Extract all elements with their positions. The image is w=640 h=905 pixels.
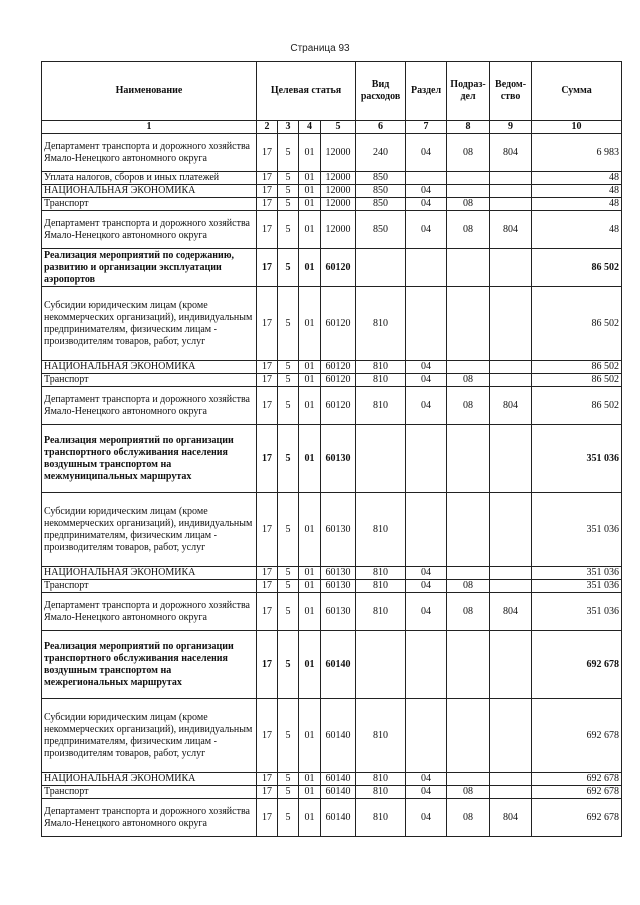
cell-c9: [490, 699, 532, 773]
cell-c6: 810: [356, 387, 406, 425]
cell-c5: 12000: [321, 172, 356, 185]
cell-c6: 850: [356, 172, 406, 185]
cell-c9: [490, 425, 532, 493]
table-row: [42, 593, 622, 631]
cell-c8: 08: [447, 387, 490, 425]
cell-c3: 5: [278, 493, 299, 567]
col-number: 4: [299, 121, 321, 134]
cell-c4: 01: [299, 799, 321, 837]
cell-c5: 12000: [321, 211, 356, 249]
cell-c9: [490, 249, 532, 287]
cell-c8: [447, 425, 490, 493]
header-vedomstvo: Ведом-ство: [490, 62, 532, 121]
row-name: Транспорт: [42, 580, 257, 593]
cell-c4: 01: [299, 699, 321, 773]
cell-c7: 04: [406, 593, 447, 631]
cell-c3: 5: [278, 211, 299, 249]
row-amount: 351 036: [532, 593, 622, 631]
cell-c5: 12000: [321, 185, 356, 198]
table-row: [42, 249, 622, 287]
cell-c2: 17: [257, 593, 278, 631]
table-row: [42, 185, 622, 198]
cell-c8: [447, 699, 490, 773]
col-number: 3: [278, 121, 299, 134]
cell-c8: [447, 172, 490, 185]
cell-c6: 810: [356, 773, 406, 786]
cell-c3: 5: [278, 593, 299, 631]
row-amount: 6 983: [532, 134, 622, 172]
cell-c3: 5: [278, 773, 299, 786]
table-row: [42, 374, 622, 387]
header-razdel: Раздел: [406, 62, 447, 121]
cell-c6: 810: [356, 580, 406, 593]
row-name: Субсидии юридическим лицам (кроме некоммерческих организаций), индивидуальным предпринимателям, физическим лицам - производителям товаров, работ, услуг: [42, 493, 257, 567]
cell-c9: [490, 287, 532, 361]
table-row: [42, 361, 622, 374]
row-amount: 692 678: [532, 786, 622, 799]
cell-c8: [447, 773, 490, 786]
cell-c2: 17: [257, 374, 278, 387]
cell-c7: [406, 699, 447, 773]
table-row: [42, 773, 622, 786]
col-number: 2: [257, 121, 278, 134]
col-number: 9: [490, 121, 532, 134]
cell-c6: 810: [356, 799, 406, 837]
cell-c6: 810: [356, 699, 406, 773]
cell-c7: 04: [406, 580, 447, 593]
row-name: Транспорт: [42, 786, 257, 799]
cell-c7: 04: [406, 374, 447, 387]
cell-c4: 01: [299, 387, 321, 425]
row-amount: 351 036: [532, 493, 622, 567]
row-amount: 692 678: [532, 631, 622, 699]
cell-c4: 01: [299, 773, 321, 786]
col-number: 6: [356, 121, 406, 134]
cell-c7: 04: [406, 361, 447, 374]
cell-c8: 08: [447, 134, 490, 172]
row-amount: 692 678: [532, 799, 622, 837]
row-amount: 86 502: [532, 387, 622, 425]
cell-c8: [447, 493, 490, 567]
cell-c9: [490, 631, 532, 699]
table-row: [42, 387, 622, 425]
cell-c9: 804: [490, 799, 532, 837]
cell-c6: 810: [356, 493, 406, 567]
cell-c9: [490, 493, 532, 567]
header-name: Наименование: [42, 62, 257, 121]
cell-c4: 01: [299, 425, 321, 493]
cell-c2: 17: [257, 567, 278, 580]
cell-c9: 804: [490, 387, 532, 425]
cell-c3: 5: [278, 580, 299, 593]
row-amount: 351 036: [532, 580, 622, 593]
cell-c7: 04: [406, 799, 447, 837]
cell-c6: 810: [356, 593, 406, 631]
row-name: Реализация мероприятий по организации транспортного обслуживания населения воздушным транспортом на межрегиональных маршрутах: [42, 631, 257, 699]
row-name: Транспорт: [42, 374, 257, 387]
cell-c8: 08: [447, 580, 490, 593]
cell-c8: [447, 185, 490, 198]
cell-c3: 5: [278, 185, 299, 198]
cell-c2: 17: [257, 211, 278, 249]
table-row: [42, 631, 622, 699]
cell-c2: 17: [257, 198, 278, 211]
cell-c9: 804: [490, 134, 532, 172]
cell-c6: 850: [356, 211, 406, 249]
cell-c8: [447, 631, 490, 699]
row-name: НАЦИОНАЛЬНАЯ ЭКОНОМИКА: [42, 567, 257, 580]
row-amount: 692 678: [532, 773, 622, 786]
cell-c6: 810: [356, 786, 406, 799]
col-number: 1: [42, 121, 257, 134]
row-name: Департамент транспорта и дорожного хозяйства Ямало-Ненецкого автономного округа: [42, 387, 257, 425]
cell-c9: [490, 773, 532, 786]
cell-c8: 08: [447, 786, 490, 799]
cell-c6: 850: [356, 198, 406, 211]
cell-c6: 850: [356, 185, 406, 198]
row-amount: 86 502: [532, 374, 622, 387]
cell-c5: 60130: [321, 425, 356, 493]
page-label: Страница 93: [290, 43, 350, 54]
table-row: [42, 287, 622, 361]
cell-c2: 17: [257, 699, 278, 773]
cell-c9: [490, 374, 532, 387]
cell-c5: 60120: [321, 387, 356, 425]
cell-c8: 08: [447, 593, 490, 631]
cell-c2: 17: [257, 134, 278, 172]
cell-c8: 08: [447, 374, 490, 387]
cell-c5: 60120: [321, 361, 356, 374]
cell-c4: 01: [299, 134, 321, 172]
row-name: Уплата налогов, сборов и иных платежей: [42, 172, 257, 185]
table-row: [42, 799, 622, 837]
row-amount: 692 678: [532, 699, 622, 773]
row-name: НАЦИОНАЛЬНАЯ ЭКОНОМИКА: [42, 773, 257, 786]
cell-c2: 17: [257, 287, 278, 361]
cell-c7: [406, 287, 447, 361]
table-row: [42, 493, 622, 567]
cell-c4: 01: [299, 593, 321, 631]
row-name: Департамент транспорта и дорожного хозяйства Ямало-Ненецкого автономного округа: [42, 799, 257, 837]
cell-c4: 01: [299, 211, 321, 249]
cell-c3: 5: [278, 425, 299, 493]
cell-c2: 17: [257, 786, 278, 799]
cell-c4: 01: [299, 249, 321, 287]
table-row: [42, 198, 622, 211]
cell-c9: [490, 361, 532, 374]
table-row: [42, 567, 622, 580]
cell-c8: [447, 361, 490, 374]
cell-c3: 5: [278, 631, 299, 699]
cell-c5: 60130: [321, 567, 356, 580]
table-row: [42, 134, 622, 172]
cell-c4: 01: [299, 185, 321, 198]
cell-c4: 01: [299, 567, 321, 580]
cell-c3: 5: [278, 374, 299, 387]
cell-c7: [406, 493, 447, 567]
cell-c7: 04: [406, 786, 447, 799]
cell-c9: [490, 185, 532, 198]
cell-c4: 01: [299, 361, 321, 374]
cell-c4: 01: [299, 493, 321, 567]
cell-c4: 01: [299, 580, 321, 593]
table-row: [42, 211, 622, 249]
cell-c8: [447, 249, 490, 287]
cell-c5: 12000: [321, 198, 356, 211]
cell-c3: 5: [278, 786, 299, 799]
cell-c7: 04: [406, 211, 447, 249]
cell-c8: [447, 567, 490, 580]
cell-c4: 01: [299, 374, 321, 387]
cell-c3: 5: [278, 799, 299, 837]
row-amount: 48: [532, 172, 622, 185]
header-summa: Сумма: [532, 62, 622, 121]
row-name: Реализация мероприятий по организации транспортного обслуживания населения воздушным транспортом на межмуниципальных маршрутах: [42, 425, 257, 493]
cell-c5: 12000: [321, 134, 356, 172]
cell-c2: 17: [257, 773, 278, 786]
cell-c5: 60120: [321, 287, 356, 361]
cell-c5: 60140: [321, 786, 356, 799]
col-number: 7: [406, 121, 447, 134]
row-amount: 48: [532, 198, 622, 211]
cell-c4: 01: [299, 786, 321, 799]
cell-c5: 60120: [321, 249, 356, 287]
cell-c4: 01: [299, 198, 321, 211]
cell-c5: 60130: [321, 593, 356, 631]
cell-c6: 810: [356, 361, 406, 374]
column-number-row: [42, 121, 622, 134]
row-amount: 86 502: [532, 287, 622, 361]
cell-c7: 04: [406, 773, 447, 786]
cell-c4: 01: [299, 172, 321, 185]
cell-c3: 5: [278, 361, 299, 374]
row-name: НАЦИОНАЛЬНАЯ ЭКОНОМИКА: [42, 361, 257, 374]
row-amount: 86 502: [532, 249, 622, 287]
cell-c2: 17: [257, 799, 278, 837]
cell-c6: 810: [356, 374, 406, 387]
header-vid: Вид расходов: [356, 62, 406, 121]
cell-c9: [490, 198, 532, 211]
row-amount: 86 502: [532, 361, 622, 374]
cell-c9: 804: [490, 593, 532, 631]
row-name: Департамент транспорта и дорожного хозяйства Ямало-Ненецкого автономного округа: [42, 593, 257, 631]
row-name: Департамент транспорта и дорожного хозяйства Ямало-Ненецкого автономного округа: [42, 211, 257, 249]
cell-c2: 17: [257, 185, 278, 198]
cell-c2: 17: [257, 631, 278, 699]
cell-c2: 17: [257, 387, 278, 425]
header-podrazdel: Подраз-дел: [447, 62, 490, 121]
cell-c3: 5: [278, 134, 299, 172]
cell-c7: [406, 249, 447, 287]
row-name: Департамент транспорта и дорожного хозяйства Ямало-Ненецкого автономного округа: [42, 134, 257, 172]
cell-c5: 60140: [321, 631, 356, 699]
cell-c4: 01: [299, 631, 321, 699]
table-row: [42, 425, 622, 493]
cell-c9: 804: [490, 211, 532, 249]
cell-c9: [490, 172, 532, 185]
cell-c6: [356, 425, 406, 493]
header-target: Целевая статья: [257, 62, 356, 121]
row-name: Транспорт: [42, 198, 257, 211]
cell-c7: 04: [406, 198, 447, 211]
cell-c9: [490, 786, 532, 799]
col-number: 8: [447, 121, 490, 134]
cell-c9: [490, 567, 532, 580]
cell-c7: 04: [406, 185, 447, 198]
row-name: Реализация мероприятий по содержанию, развитию и организации эксплуатации аэропортов: [42, 249, 257, 287]
header-row: [42, 62, 622, 121]
row-name: Субсидии юридическим лицам (кроме некоммерческих организаций), индивидуальным предпринимателям, физическим лицам - производителям товаров, работ, услуг: [42, 699, 257, 773]
cell-c8: [447, 287, 490, 361]
cell-c3: 5: [278, 287, 299, 361]
cell-c2: 17: [257, 493, 278, 567]
row-amount: 48: [532, 185, 622, 198]
row-name: НАЦИОНАЛЬНАЯ ЭКОНОМИКА: [42, 185, 257, 198]
row-amount: 351 036: [532, 567, 622, 580]
cell-c3: 5: [278, 198, 299, 211]
row-name: Субсидии юридическим лицам (кроме некоммерческих организаций), индивидуальным предпринимателям, физическим лицам - производителям товаров, работ, услуг: [42, 287, 257, 361]
cell-c5: 60140: [321, 699, 356, 773]
budget-table: [41, 61, 622, 837]
cell-c2: 17: [257, 425, 278, 493]
cell-c5: 60140: [321, 773, 356, 786]
table-row: [42, 172, 622, 185]
cell-c7: [406, 172, 447, 185]
cell-c6: [356, 631, 406, 699]
row-amount: 351 036: [532, 425, 622, 493]
cell-c2: 17: [257, 172, 278, 185]
table-row: [42, 580, 622, 593]
col-number: 10: [532, 121, 622, 134]
cell-c8: 08: [447, 198, 490, 211]
cell-c2: 17: [257, 580, 278, 593]
table-row: [42, 699, 622, 773]
cell-c4: 01: [299, 287, 321, 361]
cell-c6: 810: [356, 567, 406, 580]
cell-c7: 04: [406, 567, 447, 580]
cell-c5: 60120: [321, 374, 356, 387]
cell-c9: [490, 580, 532, 593]
table-row: [42, 786, 622, 799]
cell-c3: 5: [278, 699, 299, 773]
cell-c3: 5: [278, 567, 299, 580]
cell-c7: [406, 631, 447, 699]
cell-c8: 08: [447, 799, 490, 837]
cell-c2: 17: [257, 249, 278, 287]
cell-c7: 04: [406, 134, 447, 172]
cell-c3: 5: [278, 249, 299, 287]
col-number: 5: [321, 121, 356, 134]
row-amount: 48: [532, 211, 622, 249]
cell-c6: 240: [356, 134, 406, 172]
cell-c7: 04: [406, 387, 447, 425]
cell-c5: 60130: [321, 580, 356, 593]
cell-c3: 5: [278, 172, 299, 185]
cell-c3: 5: [278, 387, 299, 425]
cell-c8: 08: [447, 211, 490, 249]
cell-c2: 17: [257, 361, 278, 374]
cell-c5: 60130: [321, 493, 356, 567]
cell-c6: 810: [356, 287, 406, 361]
cell-c6: [356, 249, 406, 287]
cell-c5: 60140: [321, 799, 356, 837]
cell-c7: [406, 425, 447, 493]
